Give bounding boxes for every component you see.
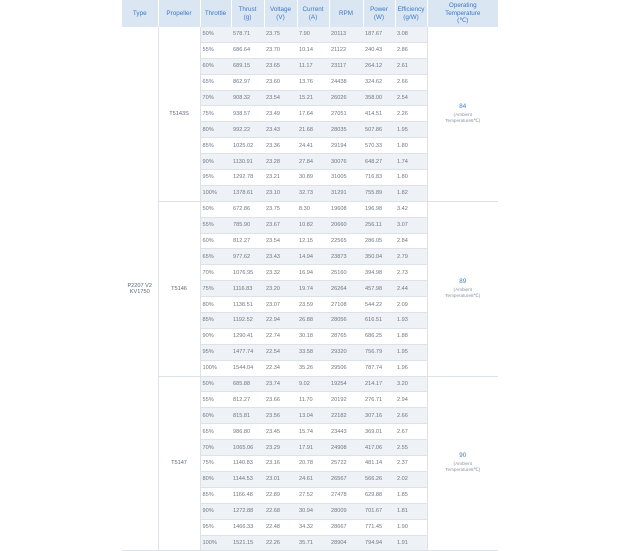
power-cell: 394.98 — [363, 265, 395, 281]
voltage-cell: 22.48 — [264, 519, 297, 535]
throttle-cell: 100% — [200, 185, 231, 201]
throttle-cell: 55% — [200, 42, 231, 58]
voltage-cell: 23.36 — [264, 138, 297, 154]
rpm-cell: 22182 — [329, 408, 363, 424]
throttle-cell: 65% — [200, 249, 231, 265]
efficiency-cell: 1.96 — [395, 360, 427, 376]
efficiency-cell: 2.66 — [395, 408, 427, 424]
throttle-cell: 90% — [200, 503, 231, 519]
efficiency-cell: 1.81 — [395, 503, 427, 519]
throttle-cell: 65% — [200, 424, 231, 440]
rpm-cell: 28009 — [329, 503, 363, 519]
power-cell: 414.51 — [363, 106, 395, 122]
thrust-cell: 1130.91 — [231, 154, 264, 170]
current-cell: 11.70 — [297, 392, 329, 408]
thrust-cell: 986.80 — [231, 424, 264, 440]
power-cell: 755.89 — [363, 185, 395, 201]
current-cell: 23.59 — [297, 297, 329, 313]
power-cell: 276.71 — [363, 392, 395, 408]
operating-temperature-cell — [427, 201, 498, 376]
thrust-cell: 785.90 — [231, 217, 264, 233]
thrust-cell: 1544.04 — [231, 360, 264, 376]
efficiency-cell: 2.54 — [395, 90, 427, 106]
table-row — [122, 376, 498, 392]
efficiency-cell: 2.09 — [395, 297, 427, 313]
voltage-cell: 22.89 — [264, 487, 297, 503]
rpm-cell: 19254 — [329, 376, 363, 392]
header-power: Power (W) — [363, 0, 395, 27]
voltage-cell: 23.07 — [264, 297, 297, 313]
throttle-cell: 100% — [200, 360, 231, 376]
efficiency-cell: 2.26 — [395, 106, 427, 122]
voltage-cell: 22.94 — [264, 313, 297, 329]
efficiency-cell: 1.91 — [395, 535, 427, 551]
efficiency-cell: 2.84 — [395, 233, 427, 249]
voltage-cell: 23.10 — [264, 185, 297, 201]
current-cell: 12.15 — [297, 233, 329, 249]
rpm-cell: 28056 — [329, 313, 363, 329]
current-cell: 34.32 — [297, 519, 329, 535]
header-efficiency: Efficiency (g/W) — [395, 0, 427, 27]
efficiency-cell: 1.95 — [395, 122, 427, 138]
throttle-cell: 95% — [200, 519, 231, 535]
current-cell: 30.94 — [297, 503, 329, 519]
temperature-value: 89 — [459, 277, 467, 285]
rpm-cell: 20660 — [329, 217, 363, 233]
rpm-cell: 31005 — [329, 170, 363, 186]
thrust-cell: 578.71 — [231, 27, 264, 42]
rpm-cell: 26567 — [329, 471, 363, 487]
throttle-cell: 85% — [200, 138, 231, 154]
power-cell: 701.67 — [363, 503, 395, 519]
power-cell: 457.98 — [363, 281, 395, 297]
header-operating-temperature: Operating Temperature (℃) — [427, 0, 498, 27]
efficiency-cell: 1.80 — [395, 138, 427, 154]
power-cell: 187.67 — [363, 27, 395, 42]
current-cell: 27.84 — [297, 154, 329, 170]
throttle-cell: 85% — [200, 487, 231, 503]
thrust-cell: 938.57 — [231, 106, 264, 122]
current-cell: 35.71 — [297, 535, 329, 551]
rpm-cell: 20113 — [329, 27, 363, 42]
voltage-cell: 23.45 — [264, 424, 297, 440]
power-cell: 716.83 — [363, 170, 395, 186]
thrust-cell: 686.64 — [231, 42, 264, 58]
voltage-cell: 23.67 — [264, 217, 297, 233]
motor-type-cell — [122, 27, 158, 551]
motor-spec-table — [122, 0, 498, 551]
current-cell: 19.74 — [297, 281, 329, 297]
throttle-cell: 65% — [200, 74, 231, 90]
propeller-cell: T5146 — [158, 201, 200, 376]
throttle-cell: 75% — [200, 281, 231, 297]
ambient-temperature-note: (Ambient — [453, 286, 472, 292]
table-row — [122, 27, 498, 42]
rpm-cell: 25160 — [329, 265, 363, 281]
thrust-cell: 1378.61 — [231, 185, 264, 201]
operating-temperature-cell — [427, 376, 498, 551]
efficiency-cell: 2.86 — [395, 42, 427, 58]
voltage-cell: 23.74 — [264, 376, 297, 392]
thrust-cell: 1144.53 — [231, 471, 264, 487]
power-cell: 286.05 — [363, 233, 395, 249]
throttle-cell: 80% — [200, 471, 231, 487]
efficiency-cell: 3.08 — [395, 27, 427, 42]
voltage-cell: 23.28 — [264, 154, 297, 170]
current-cell: 35.26 — [297, 360, 329, 376]
motor-type-label: P2207 V2 — [127, 282, 153, 289]
power-cell: 507.86 — [363, 122, 395, 138]
power-cell: 307.16 — [363, 408, 395, 424]
current-cell: 13.04 — [297, 408, 329, 424]
thrust-cell: 1116.83 — [231, 281, 264, 297]
power-cell: 196.98 — [363, 201, 395, 217]
thrust-cell: 1192.52 — [231, 313, 264, 329]
voltage-cell: 23.32 — [264, 265, 297, 281]
efficiency-cell: 3.07 — [395, 217, 427, 233]
power-cell: 566.26 — [363, 471, 395, 487]
motor-type-label: KV1750 — [129, 288, 150, 295]
current-cell: 30.89 — [297, 170, 329, 186]
voltage-cell: 22.74 — [264, 328, 297, 344]
thrust-cell: 812.27 — [231, 392, 264, 408]
throttle-cell: 60% — [200, 233, 231, 249]
thrust-cell: 672.86 — [231, 201, 264, 217]
voltage-cell: 23.43 — [264, 249, 297, 265]
power-cell: 369.01 — [363, 424, 395, 440]
current-cell: 15.74 — [297, 424, 329, 440]
efficiency-cell: 2.94 — [395, 392, 427, 408]
efficiency-cell: 1.82 — [395, 185, 427, 201]
throttle-cell: 95% — [200, 344, 231, 360]
power-cell: 787.74 — [363, 360, 395, 376]
thrust-cell: 1272.88 — [231, 503, 264, 519]
thrust-cell: 812.27 — [231, 233, 264, 249]
power-cell: 544.22 — [363, 297, 395, 313]
throttle-cell: 80% — [200, 297, 231, 313]
throttle-cell: 50% — [200, 201, 231, 217]
power-cell: 240.43 — [363, 42, 395, 58]
rpm-cell: 19608 — [329, 201, 363, 217]
power-cell: 629.88 — [363, 487, 395, 503]
power-cell: 481.14 — [363, 456, 395, 472]
voltage-cell: 23.66 — [264, 392, 297, 408]
rpm-cell: 23873 — [329, 249, 363, 265]
voltage-cell: 23.16 — [264, 456, 297, 472]
thrust-cell: 685.88 — [231, 376, 264, 392]
voltage-cell: 23.29 — [264, 440, 297, 456]
throttle-cell: 70% — [200, 265, 231, 281]
voltage-cell: 23.21 — [264, 170, 297, 186]
thrust-cell: 908.32 — [231, 90, 264, 106]
current-cell: 15.21 — [297, 90, 329, 106]
throttle-cell: 80% — [200, 122, 231, 138]
current-cell: 8.30 — [297, 201, 329, 217]
thrust-cell: 977.62 — [231, 249, 264, 265]
rpm-cell: 25722 — [329, 456, 363, 472]
current-cell: 32.73 — [297, 185, 329, 201]
efficiency-cell: 3.20 — [395, 376, 427, 392]
thrust-cell: 1477.74 — [231, 344, 264, 360]
throttle-cell: 60% — [200, 408, 231, 424]
current-cell: 10.82 — [297, 217, 329, 233]
ambient-temperature-note: (Ambient — [453, 461, 472, 467]
throttle-cell: 75% — [200, 456, 231, 472]
thrust-cell: 815.81 — [231, 408, 264, 424]
current-cell: 33.58 — [297, 344, 329, 360]
current-cell: 17.91 — [297, 440, 329, 456]
thrust-cell: 1076.95 — [231, 265, 264, 281]
current-cell: 14.94 — [297, 249, 329, 265]
power-cell: 214.17 — [363, 376, 395, 392]
header-thrust: Thrust (g) — [231, 0, 264, 27]
voltage-cell: 23.20 — [264, 281, 297, 297]
header-rpm: RPM — [329, 0, 363, 27]
header-type: Type — [122, 0, 158, 27]
efficiency-cell: 2.67 — [395, 424, 427, 440]
throttle-cell: 70% — [200, 90, 231, 106]
efficiency-cell: 2.02 — [395, 471, 427, 487]
thrust-cell: 689.15 — [231, 58, 264, 74]
voltage-cell: 23.70 — [264, 42, 297, 58]
header-propeller: Propeller — [158, 0, 200, 27]
efficiency-cell: 2.37 — [395, 456, 427, 472]
rpm-cell: 28035 — [329, 122, 363, 138]
current-cell: 24.61 — [297, 471, 329, 487]
rpm-cell: 28667 — [329, 519, 363, 535]
rpm-cell: 23443 — [329, 424, 363, 440]
table-body — [122, 27, 498, 551]
efficiency-cell: 1.90 — [395, 519, 427, 535]
voltage-cell: 23.75 — [264, 201, 297, 217]
power-cell: 648.27 — [363, 154, 395, 170]
current-cell: 27.52 — [297, 487, 329, 503]
ambient-temperature-note: (Ambient — [453, 111, 472, 117]
voltage-cell: 22.34 — [264, 360, 297, 376]
header-row — [122, 0, 498, 27]
current-cell: 13.76 — [297, 74, 329, 90]
efficiency-cell: 1.93 — [395, 313, 427, 329]
current-cell: 30.18 — [297, 328, 329, 344]
power-cell: 358.00 — [363, 90, 395, 106]
efficiency-cell: 1.74 — [395, 154, 427, 170]
ambient-temperature-note: Temperature8℃) — [445, 292, 481, 298]
rpm-cell: 26026 — [329, 90, 363, 106]
rpm-cell: 22565 — [329, 233, 363, 249]
thrust-cell: 1140.83 — [231, 456, 264, 472]
rpm-cell: 24438 — [329, 74, 363, 90]
efficiency-cell: 2.44 — [395, 281, 427, 297]
temperature-value: 90 — [459, 452, 467, 460]
current-cell: 7.90 — [297, 27, 329, 42]
efficiency-cell: 2.66 — [395, 74, 427, 90]
voltage-cell: 23.54 — [264, 233, 297, 249]
power-cell: 324.62 — [363, 74, 395, 90]
efficiency-cell: 2.79 — [395, 249, 427, 265]
rpm-cell: 30076 — [329, 154, 363, 170]
rpm-cell: 23117 — [329, 58, 363, 74]
throttle-cell: 50% — [200, 27, 231, 42]
thrust-cell: 1292.78 — [231, 170, 264, 186]
power-cell: 794.94 — [363, 535, 395, 551]
power-cell: 417.06 — [363, 440, 395, 456]
voltage-cell: 22.68 — [264, 503, 297, 519]
current-cell: 24.41 — [297, 138, 329, 154]
efficiency-cell: 1.95 — [395, 344, 427, 360]
throttle-cell: 85% — [200, 313, 231, 329]
efficiency-cell: 1.85 — [395, 487, 427, 503]
voltage-cell: 23.49 — [264, 106, 297, 122]
header-throttle: Throttle — [200, 0, 231, 27]
current-cell: 11.17 — [297, 58, 329, 74]
current-cell: 10.14 — [297, 42, 329, 58]
throttle-cell: 95% — [200, 170, 231, 186]
efficiency-cell: 1.80 — [395, 170, 427, 186]
efficiency-cell: 1.88 — [395, 328, 427, 344]
current-cell: 21.68 — [297, 122, 329, 138]
thrust-cell: 1466.33 — [231, 519, 264, 535]
power-cell: 264.12 — [363, 58, 395, 74]
throttle-cell: 55% — [200, 392, 231, 408]
thrust-cell: 992.22 — [231, 122, 264, 138]
power-cell: 616.51 — [363, 313, 395, 329]
voltage-cell: 23.43 — [264, 122, 297, 138]
power-cell: 756.79 — [363, 344, 395, 360]
table-row — [122, 201, 498, 217]
header-current: Current (A) — [297, 0, 329, 27]
ambient-temperature-note: Temperature8℃) — [445, 117, 481, 123]
voltage-cell: 23.56 — [264, 408, 297, 424]
current-cell: 16.94 — [297, 265, 329, 281]
voltage-cell: 22.26 — [264, 535, 297, 551]
thrust-cell: 1025.02 — [231, 138, 264, 154]
throttle-cell: 90% — [200, 154, 231, 170]
throttle-cell: 70% — [200, 440, 231, 456]
throttle-cell: 75% — [200, 106, 231, 122]
throttle-cell: 90% — [200, 328, 231, 344]
temperature-value: 84 — [459, 102, 467, 110]
rpm-cell: 31291 — [329, 185, 363, 201]
rpm-cell: 21122 — [329, 42, 363, 58]
rpm-cell: 29320 — [329, 344, 363, 360]
rpm-cell: 20192 — [329, 392, 363, 408]
rpm-cell: 27051 — [329, 106, 363, 122]
throttle-cell: 60% — [200, 58, 231, 74]
rpm-cell: 27108 — [329, 297, 363, 313]
rpm-cell: 24908 — [329, 440, 363, 456]
rpm-cell: 28904 — [329, 535, 363, 551]
voltage-cell: 23.54 — [264, 90, 297, 106]
ambient-temperature-note: Temperature8℃) — [445, 467, 481, 473]
thrust-cell: 1521.15 — [231, 535, 264, 551]
power-cell: 686.25 — [363, 328, 395, 344]
throttle-cell: 50% — [200, 376, 231, 392]
voltage-cell: 23.65 — [264, 58, 297, 74]
propeller-cell: T5143S — [158, 27, 200, 201]
voltage-cell: 23.01 — [264, 471, 297, 487]
rpm-cell: 28765 — [329, 328, 363, 344]
current-cell: 20.78 — [297, 456, 329, 472]
propeller-cell: T5147 — [158, 376, 200, 551]
efficiency-cell: 2.61 — [395, 58, 427, 74]
power-cell: 256.11 — [363, 217, 395, 233]
efficiency-cell: 2.73 — [395, 265, 427, 281]
voltage-cell: 22.54 — [264, 344, 297, 360]
rpm-cell: 26264 — [329, 281, 363, 297]
rpm-cell: 29194 — [329, 138, 363, 154]
throttle-cell: 55% — [200, 217, 231, 233]
throttle-cell: 100% — [200, 535, 231, 551]
voltage-cell: 23.75 — [264, 27, 297, 42]
efficiency-cell: 2.55 — [395, 440, 427, 456]
thrust-cell: 1166.48 — [231, 487, 264, 503]
current-cell: 26.88 — [297, 313, 329, 329]
rpm-cell: 27478 — [329, 487, 363, 503]
rpm-cell: 29506 — [329, 360, 363, 376]
efficiency-cell: 3.42 — [395, 201, 427, 217]
current-cell: 17.64 — [297, 106, 329, 122]
voltage-cell: 23.60 — [264, 74, 297, 90]
header-voltage: Voltage (V) — [264, 0, 297, 27]
thrust-cell: 1290.41 — [231, 328, 264, 344]
thrust-cell: 1138.51 — [231, 297, 264, 313]
power-cell: 570.33 — [363, 138, 395, 154]
power-cell: 350.04 — [363, 249, 395, 265]
operating-temperature-cell — [427, 27, 498, 201]
thrust-cell: 862.97 — [231, 74, 264, 90]
thrust-cell: 1065.06 — [231, 440, 264, 456]
current-cell: 9.02 — [297, 376, 329, 392]
power-cell: 771.45 — [363, 519, 395, 535]
